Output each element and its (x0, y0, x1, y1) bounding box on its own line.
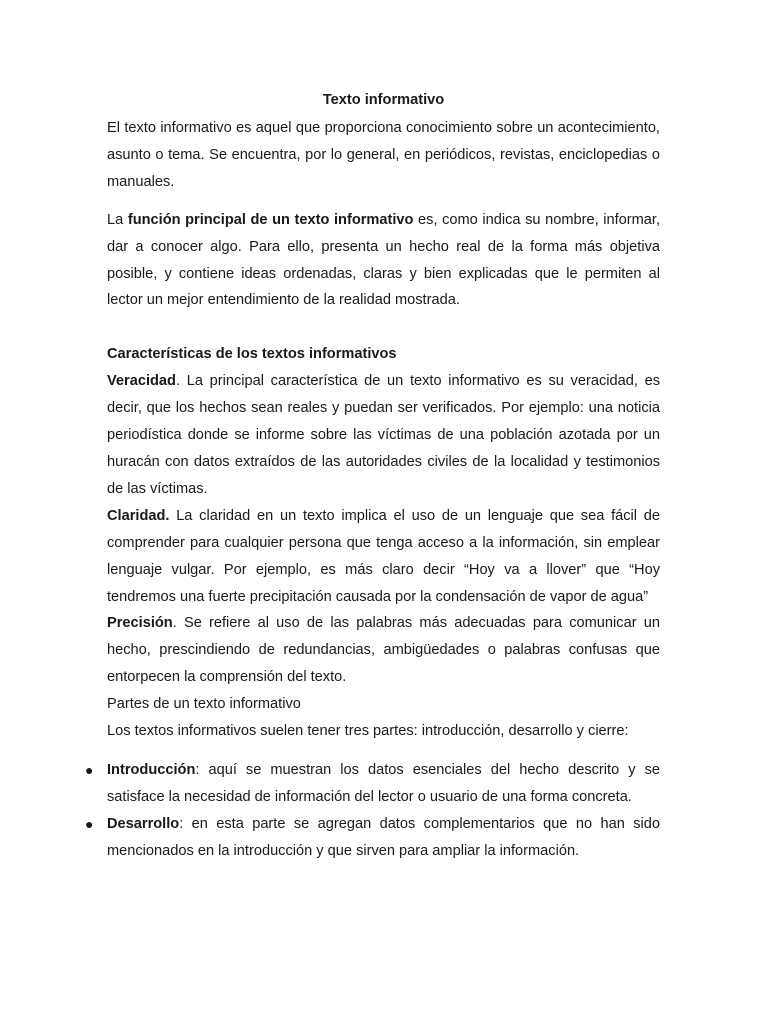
bullet-text: : aquí se muestran los datos esenciales del hecho descrito y se satisface la necesidad de información del lector o usuario de una forma concreta. (107, 761, 660, 805)
funcion-paragraph (107, 207, 660, 315)
funcion-bold-term: función principal de un texto informativo (127, 211, 414, 228)
claridad-text: La claridad en un texto implica el uso de un lenguaje que sea fácil de comprender para cualquier persona que tenga acceso a la información, sin emplear lenguaje vulgar. Por ejemplo, es más claro decir “Hoy va a llover” que “Hoy tendremos una fuerte precipitación causada por la condensación de vapor de agua” (107, 507, 660, 605)
veracidad-text: . La principal característica de un texto informativo es su veracidad, es decir, que los hechos sean reales y puedan ser verificados. Por ejemplo: una noticia periodística donde se informe sobre las víctimas de una población azotada por un huracán con datos extraídos de las autoridades civiles de la localidad y testimonios de las víctimas. (107, 373, 660, 497)
veracidad-term: Veracidad (107, 373, 176, 390)
partes-list (85, 757, 660, 865)
caracteristicas-heading: Características de los textos informativos (107, 346, 397, 363)
list-item (85, 811, 660, 865)
bullet-icon: ● (85, 761, 94, 778)
bullet-icon: ● (85, 815, 94, 832)
bullet-text: : en esta parte se agregan datos complementarios que no han sido mencionados en la introducción y que sirven para ampliar la información. (107, 815, 660, 859)
partes-heading: Partes de un texto informativo (107, 696, 301, 713)
claridad-term: Claridad. (107, 507, 170, 524)
document-page (85, 86, 660, 865)
document-title: Texto informativo (322, 92, 445, 108)
veracidad-paragraph (107, 368, 660, 503)
precision-paragraph (107, 610, 660, 691)
partes-intro: Los textos informativos suelen tener tres partes: introducción, desarrollo y cierre: (107, 723, 629, 740)
precision-text: . Se refiere al uso de las palabras más adecuadas para comunicar un hecho, prescindiendo de redundancias, ambigüedades o palabras confusas que entorpecen la comprensión del texto. (107, 615, 660, 686)
funcion-text: es, como indica su nombre, informar, dar a conocer algo. Para ello, presenta un hecho real de la forma más objetiva posible, y contiene ideas ordenadas, claras y bien explicadas que le permiten al lector un mejor entendimiento de la realidad mostrada. (107, 211, 660, 309)
intro-paragraph: El texto informativo es aquel que proporciona conocimiento sobre un acontecimiento, asunto o tema. Se encuentra, por lo general, en periódicos, revistas, enciclopedias o manuales. (107, 120, 660, 190)
bullet-term: Desarrollo (107, 815, 180, 832)
claridad-paragraph (107, 503, 660, 611)
funcion-prefix: La (107, 211, 128, 228)
bullet-term: Introducción (107, 761, 196, 778)
list-item (85, 757, 660, 811)
precision-term: Precisión (107, 615, 173, 632)
